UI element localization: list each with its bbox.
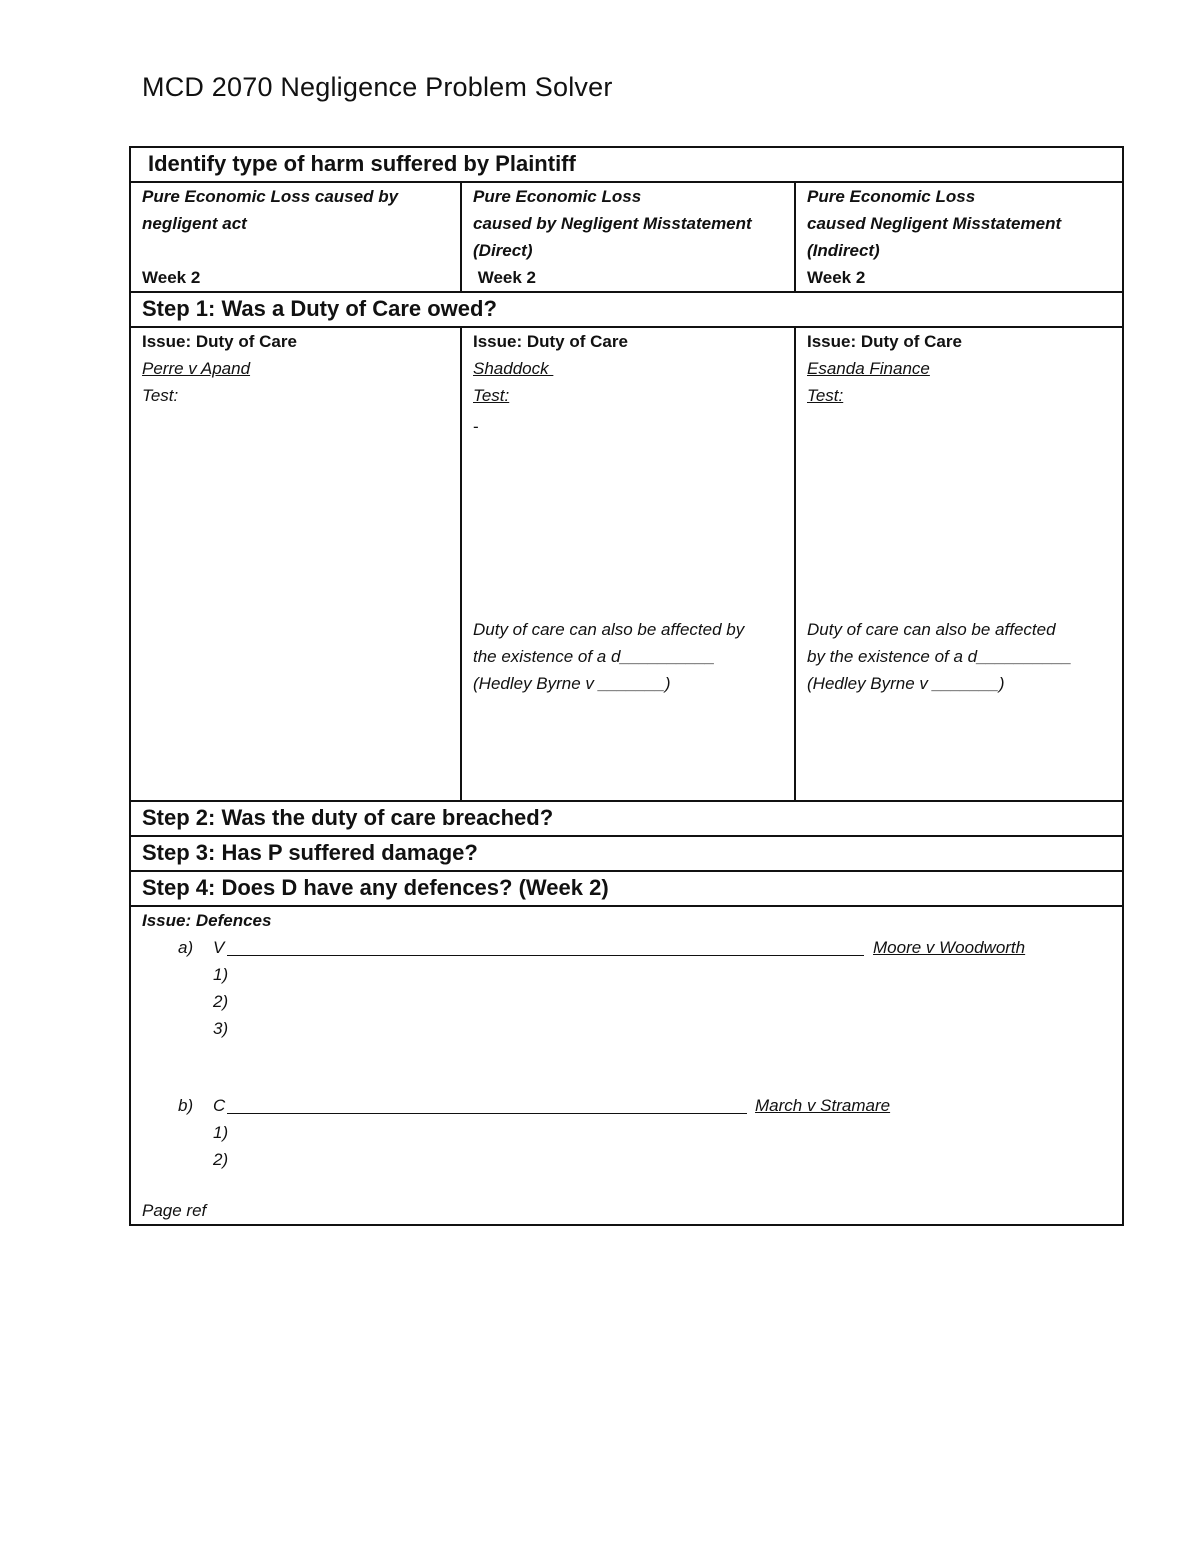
list-item: 1) (213, 1123, 229, 1142)
step4-heading: Step 4: Does D have any defences? (Week 2) (130, 871, 1123, 906)
test-label: Test: (807, 386, 844, 405)
harm-col-pel-negligent-act (130, 182, 461, 292)
duty-note-line: by the existence of a d__________ (807, 647, 1072, 666)
case-name: Perre v Apand (142, 359, 251, 378)
harm-col-line: caused Negligent Misstatement (807, 214, 1062, 233)
duty-note-line: the existence of a d__________ (473, 647, 715, 666)
harm-col-line: (Direct) (473, 241, 533, 260)
page-ref-label: Page ref (142, 1201, 207, 1220)
harm-col-line: (Indirect) (807, 241, 880, 260)
defences-cell (130, 906, 1123, 1225)
list-item: 2) (213, 992, 229, 1011)
harm-col-line: Pure Economic Loss (807, 187, 976, 206)
issue-label: Issue: Defences (142, 911, 272, 930)
step1-heading: Step 1: Was a Duty of Care owed? (130, 292, 1123, 327)
step3-heading: Step 3: Has P suffered damage? (130, 836, 1123, 871)
defence-marker: b) (178, 1096, 194, 1115)
defence-a-line (142, 934, 1122, 961)
week-label: Week 2 (142, 268, 201, 287)
step1-col-esanda (795, 327, 1123, 801)
harm-col-line: negligent act (142, 214, 247, 233)
harm-col-line: Pure Economic Loss caused by (142, 187, 399, 206)
step1-col-perre (130, 327, 461, 801)
defence-item (142, 1119, 1122, 1146)
issue-label: Issue: Duty of Care (473, 332, 628, 351)
week-label: Week 2 (473, 268, 537, 287)
harm-col-pel-misstatement-direct (461, 182, 795, 292)
defence-initial: V (213, 938, 225, 957)
case-name: March v Stramare (755, 1096, 891, 1115)
defence-item (142, 961, 1122, 988)
duty-note-line: (Hedley Byrne v _______) (473, 674, 671, 693)
step1-col-shaddock (461, 327, 795, 801)
defence-item (142, 988, 1122, 1015)
duty-note-line: (Hedley Byrne v _______) (807, 674, 1005, 693)
list-item: 3) (213, 1019, 229, 1038)
fill-in-blank[interactable] (227, 937, 864, 956)
issue-label: Issue: Duty of Care (807, 332, 962, 351)
week-label: Week 2 (807, 268, 866, 287)
step2-heading: Step 2: Was the duty of care breached? (130, 801, 1123, 836)
problem-solver-table (129, 146, 1124, 1226)
test-label: Test: (473, 386, 510, 405)
harm-type-heading: Identify type of harm suffered by Plaintiff (130, 147, 1123, 182)
defence-initial: C (213, 1096, 226, 1115)
harm-col-pel-misstatement-indirect (795, 182, 1123, 292)
case-name: Shaddock (473, 359, 554, 378)
issue-label: Issue: Duty of Care (142, 332, 297, 351)
list-item: 2) (213, 1150, 229, 1169)
test-label: Test: (142, 386, 179, 405)
fill-in-blank[interactable] (227, 1095, 747, 1114)
dash-mark: - (473, 417, 479, 436)
defence-b-line (142, 1092, 1122, 1119)
harm-col-line: caused by Negligent Misstatement (473, 214, 752, 233)
document-title: MCD 2070 Negligence Problem Solver (142, 72, 613, 102)
case-name: Moore v Woodworth (873, 938, 1026, 957)
harm-col-line: Pure Economic Loss (473, 187, 642, 206)
list-item: 1) (213, 965, 229, 984)
duty-note-line: Duty of care can also be affected by (473, 620, 745, 639)
duty-note-line: Duty of care can also be affected (807, 620, 1056, 639)
case-name: Esanda Finance (807, 359, 930, 378)
defence-marker: a) (178, 938, 194, 957)
defence-item (142, 1015, 1122, 1042)
harm-col-line (142, 237, 460, 264)
defence-item (142, 1146, 1122, 1173)
